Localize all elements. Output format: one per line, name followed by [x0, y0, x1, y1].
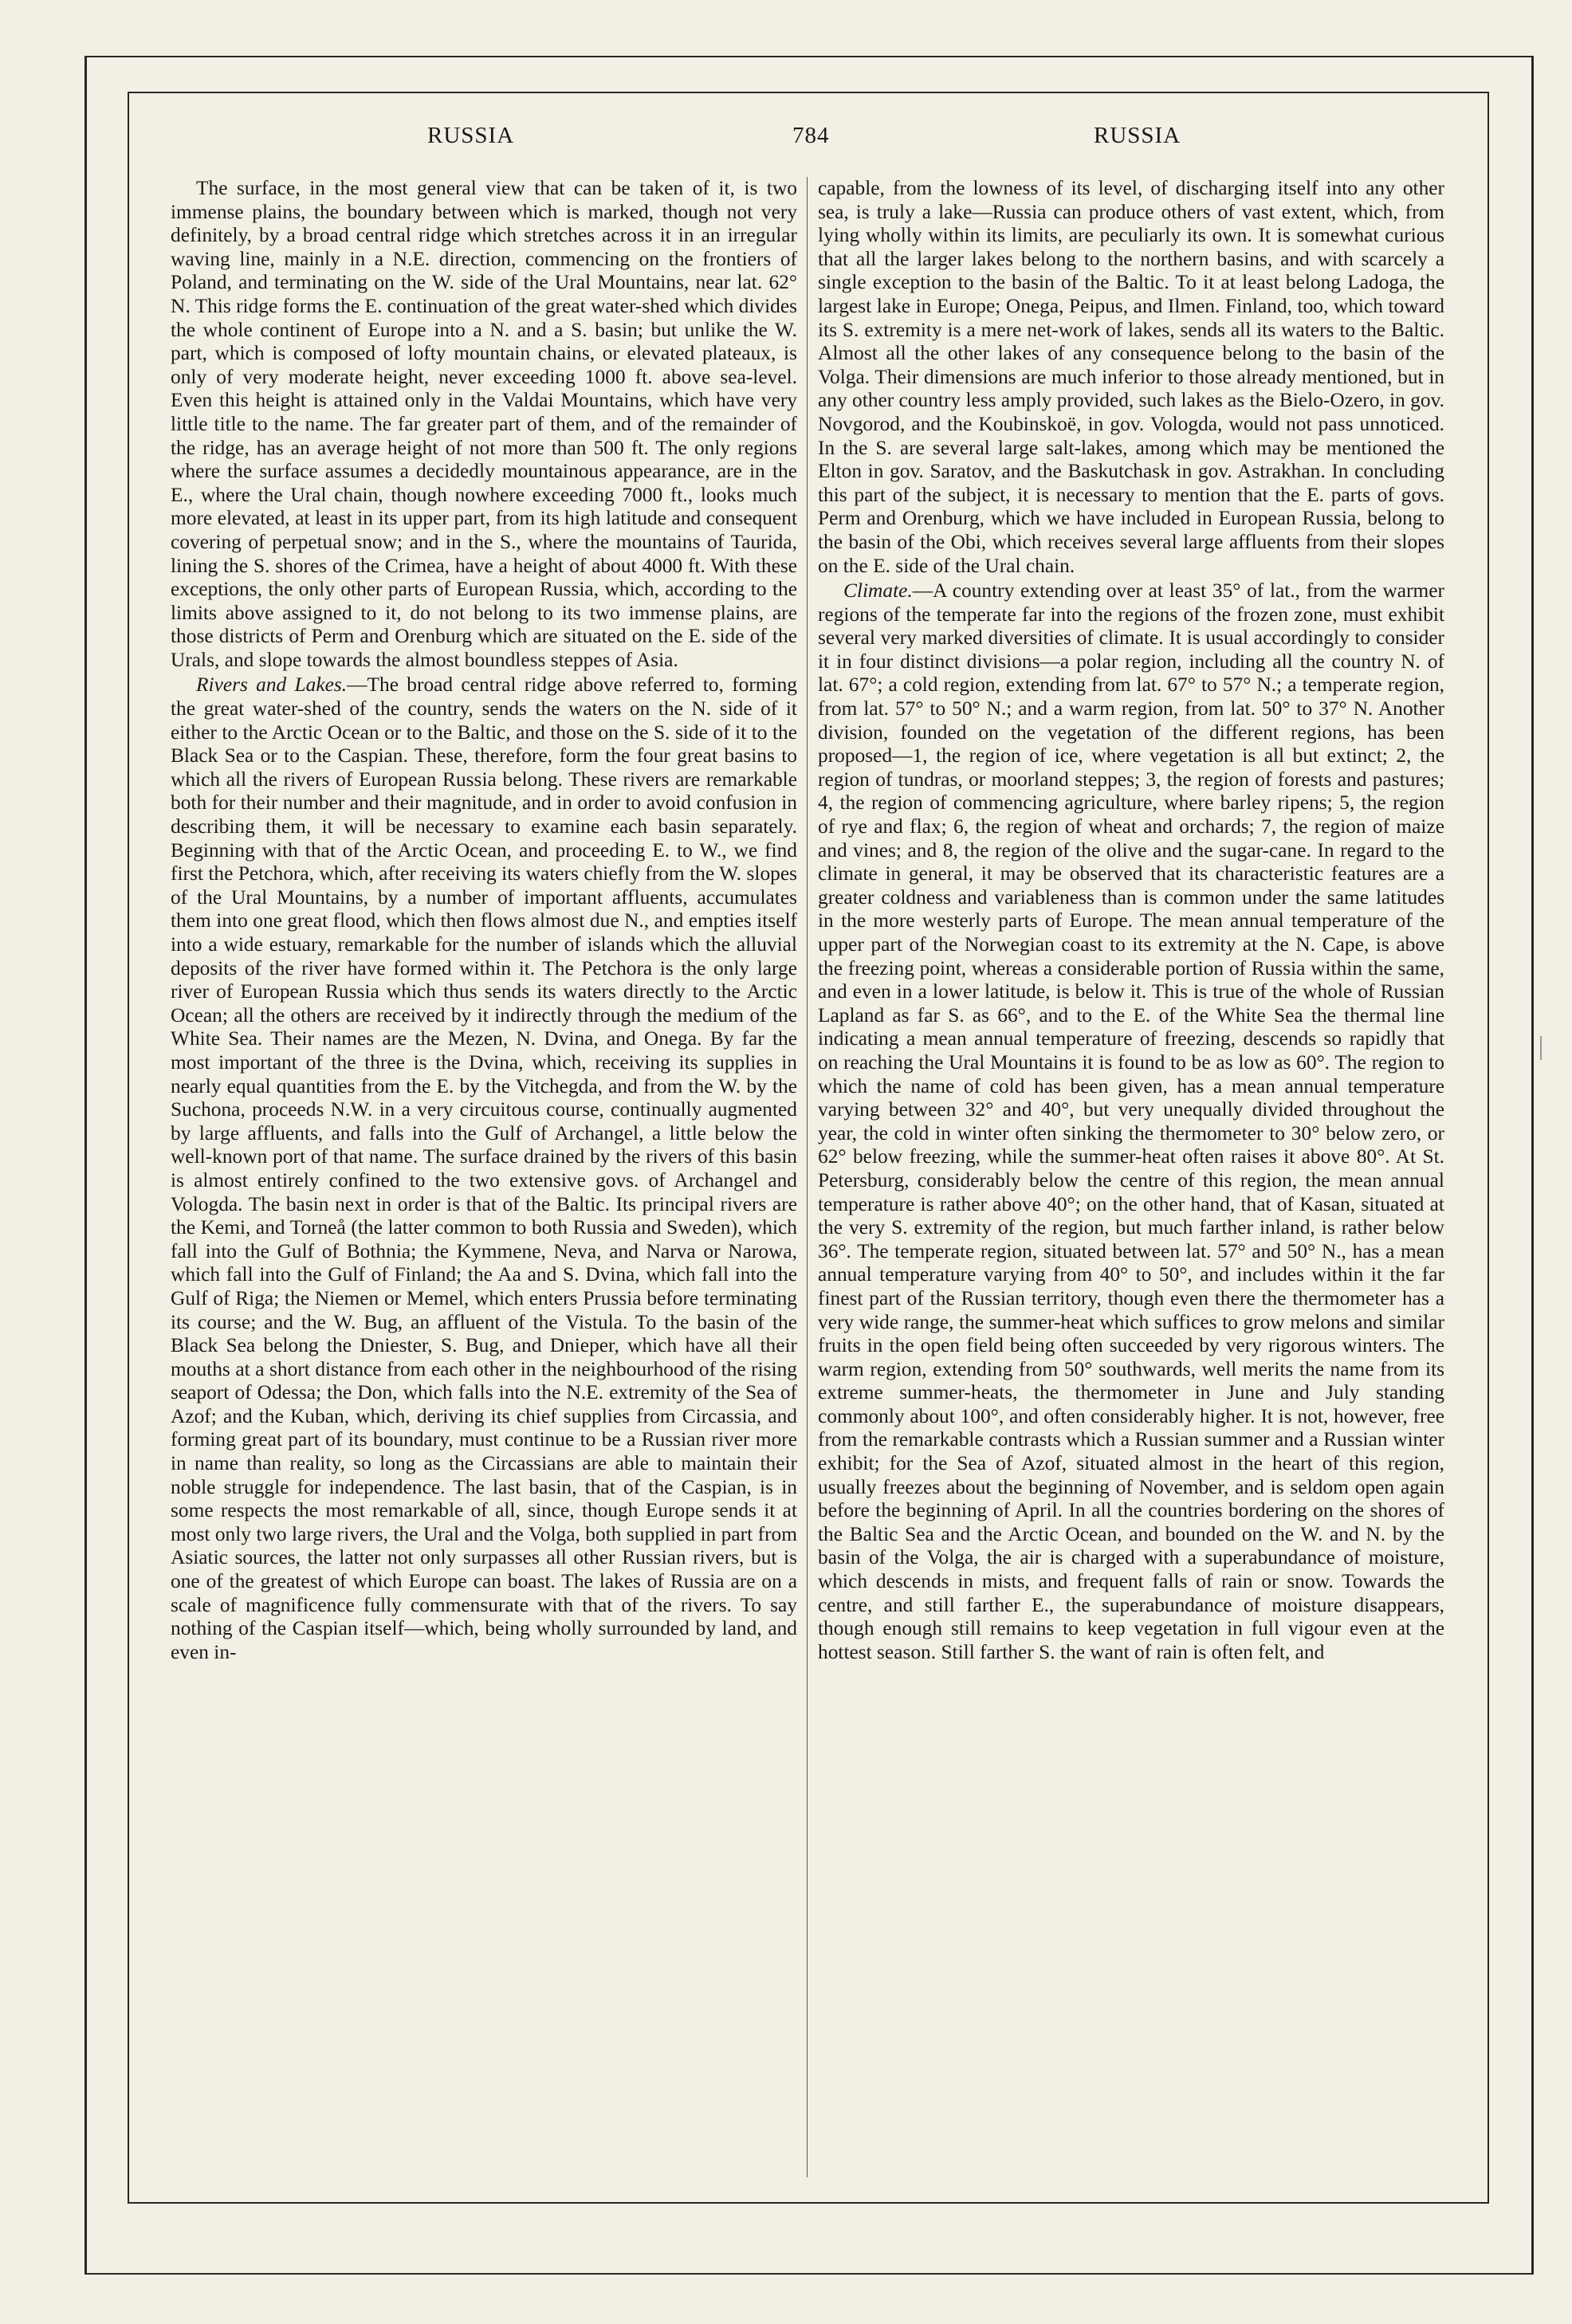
right-column: [818, 177, 1444, 2169]
paragraph-rivers-and-lakes: [171, 673, 797, 1664]
page-edge-mark: [1540, 1036, 1542, 1060]
column-divider: [807, 177, 808, 2177]
page-number: 784: [792, 123, 830, 148]
running-header: [131, 120, 1486, 167]
paragraph-climate-text: —A country extending over at least 35° of lat., from the warmer regions of the temperate far into the regions of the frozen zone, must exhibit several very marked diversities of climate. It is usual accordingly to consider it in four distinct divisions—a polar region, including all the country N. of lat. 67°; a cold region, extending from lat. 67° to 57° N.; a temperate region, from lat. 57° to 50° N.; and a warm region, from lat. 50° to 37° N. Another division, founded on the vegetation of the different regions, has been proposed—1, the region of ice, where vegetation is all but extinct; 2, the region of tundras, or moorland steppes; 3, the region of forests and pastures; 4, the region of commencing agriculture, where barley ripens; 5, the region of rye and flax; 6, the region of wheat and orchards; 7, the region of maize and vines; and 8, the region of the olive and the sugar-cane. In regard to the climate in general, it may be observed that its characteristic features are a greater coldness and variableness than is common under the same latitudes in the more westerly parts of Europe. The mean annual temperature of the upper part of the Norwegian coast to its extremity at the N. Cape, is above the freezing point, whereas a considerable portion of Russia within the same, and even in a lower latitude, is below it. This is true of the whole of Russian Lapland as far S. as 66°, and to the E. of the White Sea the thermal line indicating a mean annual temperature of freezing, descends so rapidly that on reaching the Ural Mountains it is found to be as low as 60°. The region to which the name of cold has been given, has a mean annual temperature varying between 32° and 40°, but very unequally divided throughout the year, the cold in winter often sinking the thermometer to 30° below zero, or 62° below freezing, while the summer-heat often raises it above 80°. At St. Petersburg, considerably below the centre of this region, the mean annual temperature is rather above 40°; on the other hand, that of Kasan, situated at the very S. extremity of the region, but much farther inland, is rather below 36°. The temperate region, situated between lat. 57° and 50° N., has a mean annual temperature varying from 40° to 50°, and includes within it the far finest part of the Russian territory, though even there the thermometer has a very wide range, the summer-heat which suffices to grow melons and similar fruits in the open field being often succeeded by very rigorous winters. The warm region, extending from 50° southwards, well merits the name from its extreme summer-heats, the thermometer in June and July standing commonly about 100°, and often considerably higher. It is not, however, free from the remarkable contrasts which a Russian summer and a Russian winter exhibit; for the Sea of Azof, situated almost in the heart of this region, usually freezes about the beginning of November, and is seldom open again before the beginning of April. In all the countries bordering on the shores of the Baltic Sea and the Arctic Ocean, and bounded on the W. and N. by the basin of the Volga, the air is charged with a superabundance of moisture, which descends in mists, and frequent falls of rain or snow. Towards the centre, and still farther E., the superabundance of moisture disappears, though enough still remains to keep vegetation in full vigour even at the hottest season. Still farther S. the want of rain is often felt, and: [818, 579, 1444, 1663]
paragraph-climate: [818, 579, 1444, 1664]
header-right-title: RUSSIA: [1094, 123, 1181, 148]
paragraph-rivers-text: —The broad central ridge above referred to, forming the great water-shed of the country, sends the waters on the N. side of it either to the Arctic Ocean or to the Baltic, and those on the S. side of it to the Black Sea or to the Caspian. These, therefore, form the four great basins to which all the rivers of European Russia belong. These rivers are remarkable both for their number and their magnitude, and in order to avoid confusion in describing them, it will be necessary to examine each basin separately. Beginning with that of the Arctic Ocean, and proceeding E. to W., we find first the Petchora, which, after receiving its waters chiefly from the W. slopes of the Ural Mountains, by a number of important affluents, accumulates them into one great flood, which then flows almost due N., and empties itself into a wide estuary, remarkable for the number of islands which the alluvial deposits of the river have formed within it. The Petchora is the only large river of European Russia which thus sends its waters directly to the Arctic Ocean; all the others are received by it indirectly through the medium of the White Sea. Their names are the Mezen, N. Dvina, and Onega. By far the most important of the three is the Dvina, which, receiving its supplies in nearly equal quantities from the E. by the Vitchegda, and from the W. by the Suchona, proceeds N.W. in a very circuitous course, continually augmented by large affluents, and falls into the Gulf of Archangel, a little below the well-known port of that name. The surface drained by the rivers of this basin is almost entirely confined to the two extensive govs. of Archangel and Vologda. The basin next in order is that of the Baltic. Its principal rivers are the Kemi, and Torneå (the latter common to both Russia and Sweden), which fall into the Gulf of Bothnia; the Kymmene, Neva, and Narva or Narowa, which fall into the Gulf of Finland; the Aa and S. Dvina, which fall into the Gulf of Riga; the Niemen or Memel, which enters Prussia before terminating its course; and the W. Bug, an affluent of the Vistula. To the basin of the Black Sea belong the Dniester, S. Bug, and Dnieper, which have all their mouths at a short distance from each other in the neighbourhood of the rising seaport of Odessa; the Don, which falls into the N.E. extremity of the Sea of Azof; and the Kuban, which, deriving its chief supplies from Circassia, and forming great part of its boundary, must continue to be a Russian river more in name than reality, so long as the Circassians are able to maintain their noble struggle for independence. The last basin, that of the Caspian, is in some respects the most remarkable of all, since, though Europe sends it at most only two large rivers, the Ural and the Volga, both supplied in part from Asiatic sources, the latter not only surpasses all other Russian rivers, but is one of the greatest of which Europe can boast. The lakes of Russia are on a scale of magnificence fully commensurate with that of the rivers. To say nothing of the Caspian itself—which, being wholly surrounded by land, and even in-: [171, 673, 797, 1663]
header-left-title: RUSSIA: [427, 123, 515, 148]
left-column: [171, 177, 797, 2169]
section-heading-rivers-and-lakes: Rivers and Lakes.: [196, 673, 348, 697]
section-heading-climate: Climate.: [843, 579, 913, 603]
paragraph-surface: The surface, in the most general view that can be taken of it, is two immense plains, the boundary between which is marked, though not very definitely, by a broad central ridge which stretches across it in an irregular waving line, mainly in a N.E. direction, commencing on the frontiers of Poland, and terminating on the W. side of the Ural Mountains, near lat. 62° N. This ridge forms the E. continuation of the great water-shed which divides the whole continent of Europe into a N. and a S. basin; but unlike the W. part, which is composed of lofty mountain chains, or elevated plateaux, is only of very moderate height, never exceeding 1000 ft. above sea-level. Even this height is attained only in the Valdai Mountains, which have very little title to the name. The far greater part of them, and of the remainder of the ridge, has an average height of not more than 500 ft. The only regions where the surface assumes a decidedly mountainous appearance, are in the E., where the Ural chain, though nowhere exceeding 7000 ft., looks much more elevated, at least in its upper part, from its high latitude and consequent covering of perpetual snow; and in the S., where the mountains of Taurida, lining the S. shores of the Crimea, have a height of about 4000 ft. With these exceptions, the only other parts of European Russia, which, according to the limits above assigned to it, do not belong to its two immense plains, are those districts of Perm and Orenburg which are situated on the E. side of the Urals, and slope towards the almost boundless steppes of Asia.: [171, 177, 797, 671]
paragraph-lakes-continued: capable, from the lowness of its level, of discharging itself into any other sea, is truly a lake—Russia can produce others of vast extent, which, from lying wholly within its limits, are peculiarly its own. It is somewhat curious that all the larger lakes belong to the northern basins, and with scarcely a single exception to the basin of the Baltic. To it at least belong Ladoga, the largest lake in Europe; Onega, Peipus, and Ilmen. Finland, too, which toward its S. extremity is a mere net-work of lakes, sends all its waters to the Baltic. Almost all the other lakes of any consequence belong to the basin of the Volga. Their dimensions are much inferior to those already mentioned, but in any other country less amply provided, such lakes as the Bielo-Ozero, in gov. Novgorod, and the Koubinskoë, in gov. Vologda, would not pass unnoticed. In the S. are several large salt-lakes, among which may be mentioned the Elton in gov. Saratov, and the Baskutchask in gov. Astrakhan. In concluding this part of the subject, it is necessary to mention that the E. parts of govs. Perm and Orenburg, which we have included in European Russia, belong to the basin of the Obi, which receives several large affluents from their slopes on the E. side of the Ural chain.: [818, 177, 1444, 577]
